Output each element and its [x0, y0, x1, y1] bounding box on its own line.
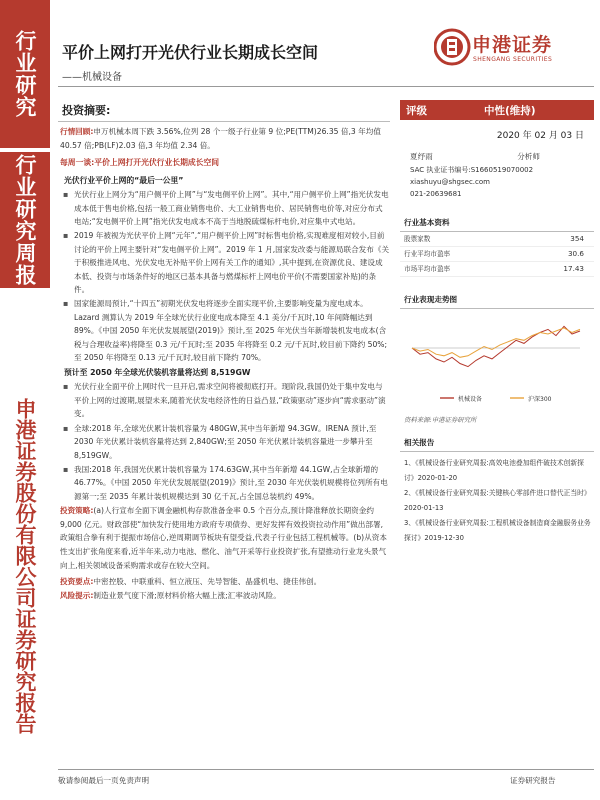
- legend-label-1: 沪深300: [528, 396, 552, 403]
- performance-chart: [400, 309, 586, 409]
- row-label: 股票家数: [404, 235, 431, 243]
- market-review-label: 行情回顾:: [60, 127, 94, 136]
- abstract-heading: 投资摘要:: [58, 98, 390, 122]
- series-line-1: [412, 328, 580, 357]
- list-item: ▪ 我国:2018 年,我国光伏累计装机容量为 174.63GW,其中当年新增 44.1GW,占全球新增的 46.77%。《中国 2050 年光伏发展展望(2019)》预计,至 2030 年光伏装机规模将位列所有电源第一;至 2035 年累计装机规模达到 30 亿千瓦,占全国总装机约 49%。: [74, 463, 390, 503]
- report-title: 平价上网打开光伏行业长期成长空间: [62, 43, 319, 62]
- risk-warning: [58, 589, 390, 603]
- table-row: [400, 232, 594, 247]
- sidebar-company: [0, 372, 50, 760]
- focus-label: 投资要点:: [60, 577, 94, 587]
- logo-english: SHENGANG SECURITIES: [473, 56, 553, 63]
- list-item: ▪ 光伏行业上网分为“用户侧平价上网”与“发电侧平价上网”。其中,“用户侧平价上网”指光伏发电成本低于售电价格,包括一般工商业销售电价、大工业销售电价、居民销售电价等,对应分布式电站;“发电侧平价上网”指光伏发电成本不高于当地脱硫煤标杆电价,对应集中式电站。: [74, 188, 390, 228]
- market-review: [58, 125, 390, 152]
- performance-chart-svg: [400, 309, 586, 409]
- header-divider: [58, 86, 594, 87]
- left-sidebar: [0, 0, 50, 800]
- analyst-role: 分析师: [517, 152, 540, 161]
- row-value: 17.43: [563, 264, 584, 273]
- strategy-label: 投资策略:: [60, 506, 94, 516]
- sidebar-company-label: 申港证券股份有限公司证券研究报告: [13, 398, 38, 734]
- analyst-phone: 021-20639681: [410, 190, 462, 198]
- row-value: 354: [570, 234, 584, 243]
- risk-text: 制造业景气度下滑;原材料价格大幅上涨;汇率波动风险。: [93, 590, 281, 600]
- section1-heading: 光伏行业平价上网的“最后一公里”: [64, 176, 184, 186]
- list-item: ▪ 国家能源局预计,“十四五”初期光伏发电将逐步全面实现平价,主要影响变量为度电成本。Lazard 测算认为 2019 年全球光伏行业度电成本降至 4.1 美分/千瓦时,10 年间降幅达到 89%。《中国 2050 年光伏发展展望(2019)》预计,至 2025 年光伏当年新增装机发电成本(含税与合理收益率)将降至 0.3 元/千瓦时;至 2035 年将降至 0.2 元/千瓦时,较目前下降约 50%;至 2050 年将降至 0.13 元/千瓦时,较目前下降约 70%。: [74, 297, 390, 364]
- related-report-item[interactable]: 1、《机械设备行业研究周报:高效电池叠加组件破技术创新探讨》2020-01-20: [404, 459, 584, 482]
- sidebar-report-type-label: 行业研究周报: [13, 154, 38, 286]
- row-label: 市场平均市盈率: [404, 265, 451, 273]
- footer-divider: [58, 769, 594, 770]
- row-label: 行业平均市盈率: [404, 250, 451, 258]
- rating-value: 中性(维持): [484, 104, 536, 117]
- list-item: ▪ 2019 年被视为光伏平价上网“元年”,“用户侧平价上网”时标售电价格,实现难度相对较小,目前讨论的平价上网主要针对“发电侧平价上网”。2019 年 1 月,国家发改委与能源局联合发布《关于积极推进风电、光伏发电无补贴平价上网有关工作的通知》,其中提到,在资源优良、建设成本低、投资与市场条件好的地区已基本具备与燃煤标杆上网电价平价(不需要国家补贴)的条件。: [74, 229, 390, 296]
- rating-bar: [400, 100, 594, 120]
- report-date: 2020 年 02 月 03 日: [496, 131, 584, 141]
- section1-list: [58, 188, 390, 364]
- main-column: [58, 98, 390, 602]
- basic-info-heading: 行业基本资料: [400, 214, 594, 232]
- risk-label: 风险提示:: [60, 590, 94, 600]
- table-row: [400, 247, 594, 262]
- analyst-email: xiashuyu@shgsec.com: [410, 178, 490, 186]
- series-line-0: [412, 326, 580, 366]
- rating-label: 评级: [406, 104, 427, 117]
- chart-heading: 行业表现走势图: [400, 291, 594, 309]
- logo-name: 申港证券: [472, 34, 553, 56]
- sidebar-category: [0, 0, 50, 148]
- investment-focus: [58, 575, 390, 589]
- row-value: 30.6: [567, 249, 584, 258]
- sidebar-category-label: 行业研究: [13, 30, 38, 118]
- section2-list: [58, 380, 390, 503]
- related-report-item[interactable]: 3、《机械设备行业研究周报:工程机械设备制造商金融服务业务探讨》2019-12-30: [404, 519, 591, 542]
- sac-number: SAC 执业证书编号:S1660519070002: [410, 166, 534, 174]
- table-row: [400, 262, 594, 277]
- related-report-item[interactable]: 2、《机械设备行业研究周报:关键核心零部件进口替代正当时》2020-01-13: [404, 489, 591, 512]
- analyst-block: [400, 151, 594, 200]
- legend-label-0: 机械设备: [458, 396, 483, 403]
- sidebar-report-type: [0, 152, 50, 288]
- investment-strategy: [58, 504, 390, 572]
- logo-mark-icon: [447, 39, 457, 55]
- focus-text: 中密控股、中联重科、恒立液压、先导智能、晶盛机电、捷佳伟创。: [93, 577, 322, 587]
- market-review-text: 申万机械本周下跌 3.56%,位列 28 个一级子行业第 9 位;PE(TTM)26.35 倍,3 年均值 40.57 倍;PB(LF)2.03 倍,3 年均值 2.34 倍。: [60, 127, 381, 150]
- report-subtitle: ——机械设备: [62, 72, 122, 83]
- analyst-name: 夏纾雨: [410, 152, 433, 161]
- weekly-topic: 每周一谈:平价上网打开光伏行业长期成长空间: [60, 158, 220, 168]
- related-reports-heading: 相关报告: [400, 434, 594, 452]
- list-item: ▪ 光伏行业全面平价上网时代一旦开启,需求空间将被彻底打开。现阶段,我国仍处于集中发电与平价上网的过渡期,展望未来,随着光伏发电经济性的日益凸显,“政策驱动”逐步向“需求驱动”演变。: [74, 380, 390, 420]
- section2-heading: 预计至 2050 年全球光伏装机容量将达到 8,519GW: [64, 368, 251, 378]
- chart-source: 资料来源:申港证券研究所: [404, 416, 477, 424]
- basic-info-table: [400, 232, 594, 277]
- footer-disclaimer[interactable]: 敬请参阅最后一页免责声明: [58, 776, 150, 785]
- side-column: [400, 100, 594, 546]
- strategy-text: (a)人行宣布全面下调金融机构存款准备金率 0.5 个百分点,预计降准释放长期资金约 9,000 亿元。财政部使“加快发行使用地方政府专项债券、更好发挥有效投资拉动作用”做出部署,政策组合拳有利于提振市场信心,逆周期调节板块有望受益,代表子行业包括工程机械等。(b)从资本性支出扩张角度来看,近半年来,动力电池、燃化、油气开采等行业投资扩张,有望推动行业龙头景气向上,相关领域设备采购需求或存在较大空间。: [60, 506, 387, 570]
- list-item: ▪ 全球:2018 年,全球光伏累计装机容量为 480GW,其中当年新增 94.3GW。IRENA 预计,至 2030 年光伏累计装机容量将达到 2,840GW;至 2050 年光伏累计装机容量进一步攀升至 8,519GW。: [74, 422, 390, 462]
- footer-label: 证券研究报告: [510, 776, 556, 785]
